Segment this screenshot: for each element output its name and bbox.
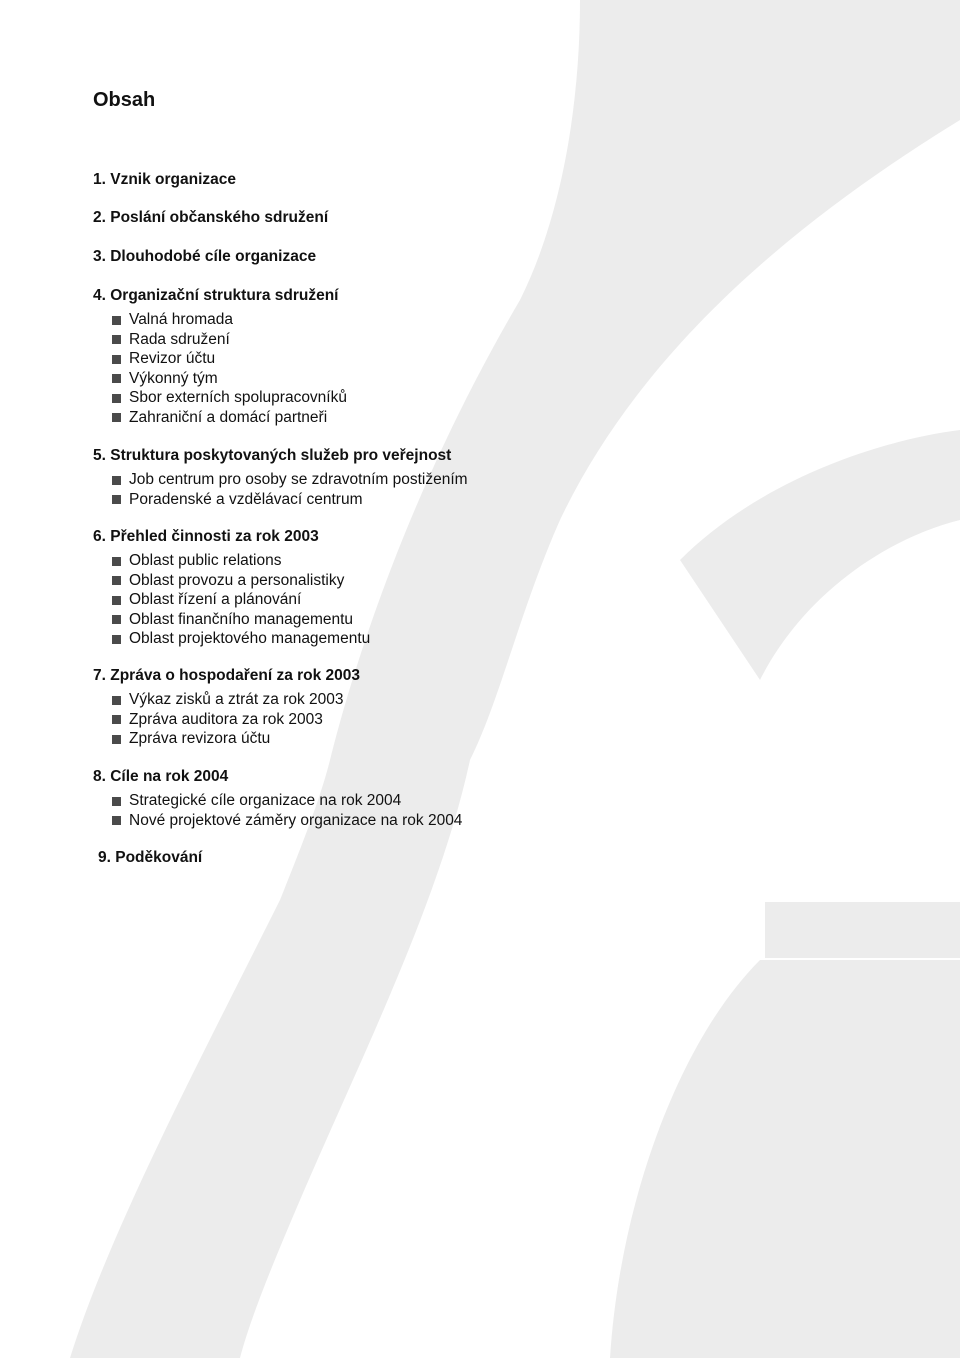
- square-bullet-icon: [112, 476, 121, 485]
- toc-item-label: Job centrum pro osoby se zdravotním postižením: [129, 471, 468, 488]
- toc-item: [112, 388, 347, 408]
- square-bullet-icon: [112, 576, 121, 585]
- toc-heading: 6. Přehled činnosti za rok 2003: [93, 528, 319, 545]
- toc-heading: 4. Organizační struktura sdružení: [93, 287, 339, 304]
- toc-item-label: Výkonný tým: [129, 369, 218, 387]
- toc-item: [112, 330, 230, 350]
- toc-item: [112, 571, 344, 591]
- toc-item-label: Oblast provozu a personalistiky: [129, 571, 345, 589]
- toc-item-label: Zpráva auditora za rok 2003: [129, 710, 323, 728]
- toc-item-label: Oblast řízení a plánování: [129, 591, 302, 608]
- toc-item: [112, 690, 344, 710]
- toc-item: [112, 791, 401, 811]
- toc-item-label: Oblast projektového managementu: [129, 630, 371, 647]
- toc-item: [112, 811, 462, 831]
- square-bullet-icon: [112, 355, 121, 364]
- toc-heading: 7. Zpráva o hospodaření za rok 2003: [93, 667, 361, 684]
- toc-item-label: Výkaz zisků a ztrát za rok 2003: [129, 691, 344, 708]
- square-bullet-icon: [112, 316, 121, 325]
- toc-item-label: Oblast public relations: [129, 552, 282, 569]
- toc-item: [112, 729, 270, 749]
- toc-heading: 2. Poslání občanského sdružení: [93, 209, 329, 226]
- square-bullet-icon: [112, 615, 121, 624]
- toc-item-label: Revizor účtu: [129, 350, 216, 367]
- square-bullet-icon: [112, 596, 121, 605]
- toc-heading: 8. Cíle na rok 2004: [93, 768, 229, 785]
- square-bullet-icon: [112, 635, 121, 644]
- toc-item-label: Poradenské a vzdělávací centrum: [129, 490, 363, 508]
- toc-item-label: Strategické cíle organizace na rok 2004: [129, 792, 402, 809]
- toc-item-label: Oblast finančního managementu: [129, 610, 354, 628]
- toc-item-label: Nové projektové záměry organizace na rok 2004: [129, 811, 463, 829]
- page-title: Obsah: [93, 89, 156, 111]
- toc-item-label: Sbor externích spolupracovníků: [129, 389, 347, 406]
- toc-item-label: Rada sdružení: [129, 330, 230, 348]
- toc-item: [112, 349, 215, 369]
- toc-item-label: Zpráva revizora účtu: [129, 730, 271, 747]
- toc-heading: 1. Vznik organizace: [93, 171, 236, 188]
- square-bullet-icon: [112, 374, 121, 383]
- toc-item: [112, 310, 233, 330]
- toc-item-label: Zahraniční a domácí partneři: [129, 408, 328, 426]
- toc-heading: 9. Poděkování: [98, 849, 203, 866]
- toc-item: [112, 408, 327, 428]
- square-bullet-icon: [112, 413, 121, 422]
- toc-item: [112, 629, 370, 649]
- toc-item: [112, 590, 301, 610]
- toc-item: [112, 610, 353, 630]
- toc-item: [112, 470, 468, 490]
- square-bullet-icon: [112, 394, 121, 403]
- square-bullet-icon: [112, 816, 121, 825]
- square-bullet-icon: [112, 335, 121, 344]
- square-bullet-icon: [112, 735, 121, 744]
- toc-heading: 3. Dlouhodobé cíle organizace: [93, 248, 317, 265]
- square-bullet-icon: [112, 715, 121, 724]
- toc-item-label: Valná hromada: [129, 311, 233, 328]
- toc-item: [112, 369, 218, 389]
- square-bullet-icon: [112, 797, 121, 806]
- toc-heading: 5. Struktura poskytovaných služeb pro veřejnost: [93, 447, 452, 464]
- toc-item: [112, 490, 362, 510]
- square-bullet-icon: [112, 696, 121, 705]
- toc-item: [112, 710, 323, 730]
- square-bullet-icon: [112, 557, 121, 566]
- toc-item: [112, 551, 282, 571]
- square-bullet-icon: [112, 495, 121, 504]
